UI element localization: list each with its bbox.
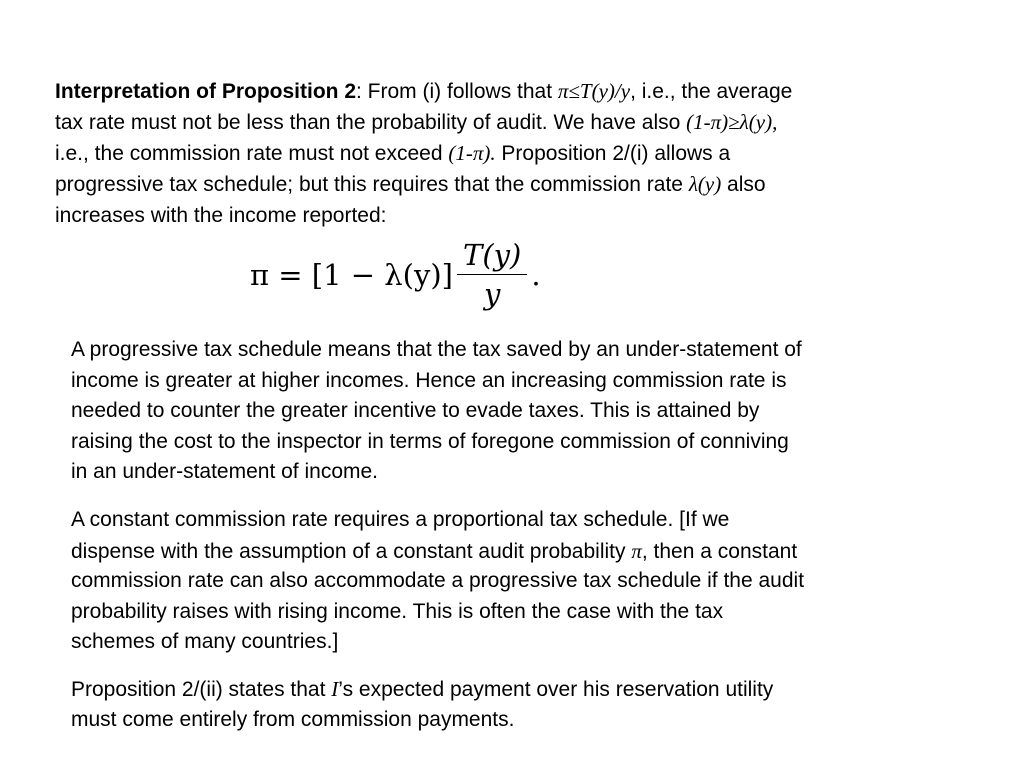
text-line: schemes of many countries.] — [71, 630, 339, 653]
text: tax rate must not be less than the probability of audit. We have also — [55, 111, 687, 134]
text: : From (i) follows that — [356, 80, 558, 103]
equation-lhs: π = [1 − λ(y)] — [250, 257, 453, 292]
math-inline: (1-π). — [448, 141, 496, 165]
text-line: probability raises with rising income. This is often the case with the tax — [71, 599, 724, 623]
text-line: in an under-statement of income. — [71, 460, 379, 483]
text-line: must come entirely from commission payments. — [71, 707, 515, 731]
equation-end: . — [531, 257, 541, 292]
math-inline: π≤T(y)/y — [557, 79, 631, 103]
fraction-numerator: T(y) — [457, 238, 527, 275]
text: Proposition 2/(ii) states that — [71, 678, 332, 701]
fraction-denominator: y — [483, 277, 501, 311]
text: , then a constant — [641, 539, 798, 563]
text: increases with the income reported: — [55, 204, 387, 227]
math-inline: I — [331, 677, 339, 701]
text-line: income is greater at higher incomes. Hence an increasing commission rate is — [71, 368, 787, 392]
text-line: needed to counter the greater incentive to evade taxes. This is attained by — [71, 399, 760, 422]
text: progressive tax schedule; but this requires that the commission rate — [55, 173, 689, 196]
text-line: A progressive tax schedule means that the tax saved by an under-statement of — [71, 338, 802, 361]
constant-commission-paragraph — [71, 505, 804, 658]
text: ’s expected payment over his reservation utility — [338, 678, 774, 701]
text-line: raising the cost to the inspector in terms of foregone commission of conniving — [71, 429, 789, 453]
math-inline: π — [631, 538, 642, 563]
text-line: A constant commission rate requires a proportional tax schedule. [If we — [71, 508, 730, 531]
text: also — [721, 173, 766, 196]
text-line: commission rate can also accommodate a progressive tax schedule if the audit — [71, 569, 805, 592]
text: dispense with the assumption of a constant audit probability — [71, 539, 632, 563]
heading: Interpretation of Proposition 2 — [55, 80, 357, 103]
equation — [250, 238, 541, 311]
proposition-ii-paragraph — [71, 674, 773, 735]
text: , i.e., the average — [630, 80, 793, 103]
text: Proposition 2/(i) allows a — [495, 142, 731, 165]
math-inline: λ(y) — [688, 172, 722, 196]
progressive-tax-paragraph — [71, 335, 802, 488]
text: i.e., the commission rate must not exceed — [55, 142, 449, 165]
interpretation-paragraph — [55, 76, 792, 231]
math-inline: (1-π)≥λ(y), — [686, 110, 778, 134]
fraction — [457, 238, 527, 311]
